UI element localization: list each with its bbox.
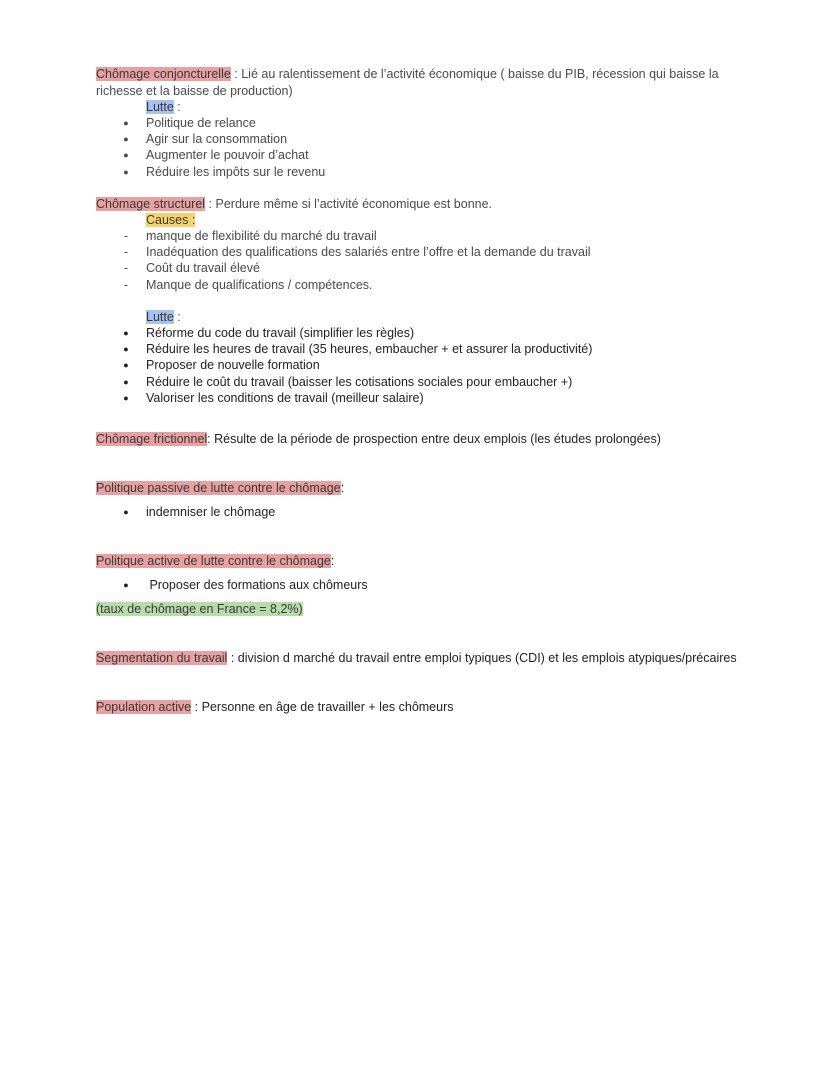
list-item: ● Augmenter le pouvoir d’achat [0, 147, 325, 163]
list-item: ● Réduire le coût du travail (baisser les cotisations sociales pour embaucher +) [0, 374, 592, 390]
bullet-icon: ● [123, 150, 129, 161]
population-active-text: : Personne en âge de travailler + les chômeurs [191, 700, 454, 714]
population-active-term: Population active [96, 700, 192, 714]
politique-passive-list [0, 504, 275, 520]
list-item: ● Politique de relance [0, 115, 325, 131]
conjoncturel-term: Chômage conjoncturelle [96, 67, 231, 81]
structurel-causes-heading [146, 212, 195, 228]
list-item: - manque de flexibilité du marché du travail [0, 228, 591, 244]
politique-active-term: Politique active de lutte contre le chômage [96, 554, 331, 568]
lutte-label: Lutte [146, 100, 174, 114]
politique-passive-heading: Politique passive de lutte contre le chômage: [96, 481, 345, 495]
structurel-causes-list [0, 228, 591, 293]
list-item: ● Proposer de nouvelle formation [0, 357, 592, 373]
segmentation-text: : division d marché du travail entre emploi typiques (CDI) et les emplois atypiques/précaires [227, 651, 737, 665]
bullet-icon: ● [123, 507, 129, 517]
structurel-definition [96, 196, 736, 213]
chomage-rate-text: (taux de chômage en France = 8,2%) [96, 602, 303, 616]
frictionnel-text: : Résulte de la période de prospection entre deux emplois (les études prolongées) [207, 432, 661, 446]
politique-active-list [0, 577, 368, 593]
dash-icon: - [123, 261, 129, 276]
structurel-lutte-heading: Lutte : [146, 310, 181, 324]
conjoncturel-text: : Lié au ralentissement de l’activité économique ( baisse du PIB, récession qui baisse la richesse et la baisse de production) [96, 67, 719, 98]
list-item: - Manque de qualifications / compétences. [0, 277, 591, 293]
bullet-icon: ● [123, 580, 129, 590]
bullet-icon: ● [123, 118, 129, 128]
population-active-definition [96, 699, 736, 716]
bullet-icon: ● [123, 376, 129, 387]
list-item: - Inadéquation des qualifications des salariés entre l’offre et la demande du travail [0, 244, 591, 260]
bullet-icon: ● [123, 344, 129, 355]
structurel-term: Chômage structurel [96, 197, 206, 211]
conjoncturel-lutte-heading: Lutte : [146, 100, 181, 114]
bullet-icon: ● [123, 360, 129, 371]
segmentation-term: Segmentation du travail [96, 651, 228, 665]
causes-label: Causes : [146, 213, 196, 227]
politique-active-heading: Politique active de lutte contre le chômage: [96, 554, 335, 568]
bullet-icon: ● [123, 134, 129, 145]
structurel-text: : Perdure même si l’activité économique est bonne. [205, 197, 493, 211]
frictionnel-definition [96, 431, 736, 448]
conjoncturel-lutte-list [0, 115, 325, 180]
list-item: ● Valoriser les conditions de travail (meilleur salaire) [0, 390, 592, 406]
list-item: ● Agir sur la consommation [0, 131, 325, 147]
dash-icon: - [123, 229, 129, 243]
bullet-icon: ● [123, 166, 129, 177]
politique-passive-term: Politique passive de lutte contre le chômage [96, 481, 341, 495]
list-item: ● Réforme du code du travail (simplifier les règles) [0, 325, 592, 341]
frictionnel-term: Chômage frictionnel [96, 432, 208, 446]
dash-icon: - [123, 277, 129, 292]
list-item: ● indemniser le chômage [0, 504, 275, 520]
dash-icon: - [123, 245, 129, 260]
bullet-icon: ● [123, 392, 129, 403]
structurel-lutte-list [0, 325, 592, 406]
list-item: ● Réduire les heures de travail (35 heures, embaucher + et assurer la productivité) [0, 341, 592, 357]
chomage-rate-note [96, 601, 736, 618]
lutte-label: Lutte [146, 310, 174, 324]
list-item: ● Réduire les impôts sur le revenu [0, 164, 325, 180]
bullet-icon: ● [123, 328, 129, 338]
segmentation-definition [96, 650, 796, 667]
conjoncturel-definition [96, 66, 736, 99]
list-item: - Coût du travail élevé [0, 260, 591, 276]
list-item: ● Proposer des formations aux chômeurs [0, 577, 368, 593]
